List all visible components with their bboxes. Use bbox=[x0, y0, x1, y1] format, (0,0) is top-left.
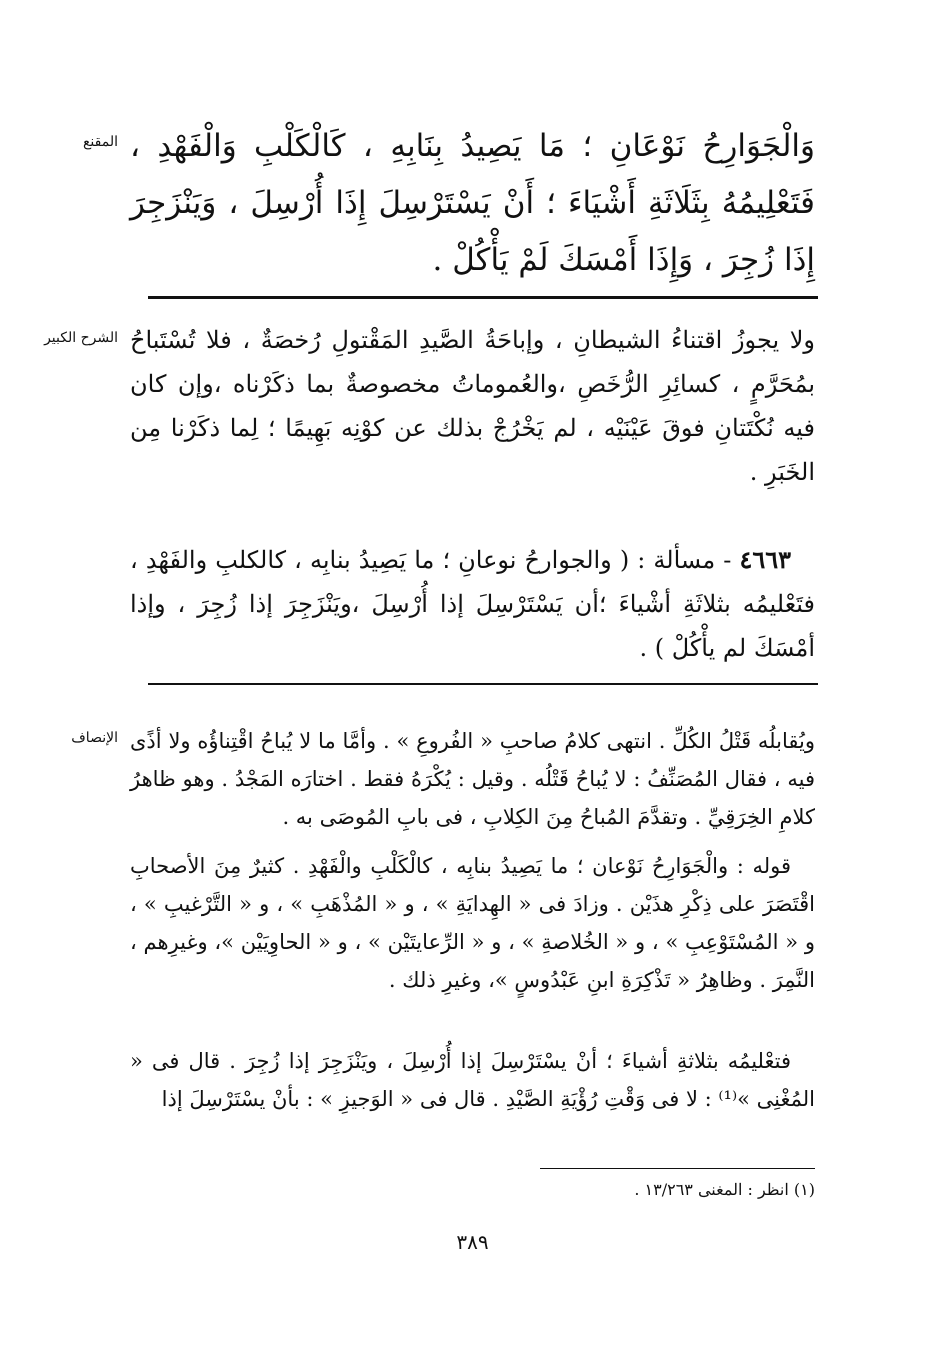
footnote-divider bbox=[540, 1168, 815, 1169]
insaf-paragraph-2: قوله : والْجَوَارِحُ نَوْعان ؛ ما يَصِيدُ بنابِه ، كالْكَلْبِ والْفَهْدِ . كثيرٌ مِنَ الأصحابِ اقْتَصَرَ على ذِكْرِ هذَيْن . وزادَ فى « الهِدايَةِ » ، و « المُذْهَبِ » ، و « التَّرْغيبِ » ، و « المُسْتَوْعِبِ » ، و « الخُلاصةِ » ، و « الرِّعايتَيْن » ، و « الحاوِيَيْن »، وغيرِهم ، النَّمِرَ . وظاهِرُ « تَذْكِرَةِ ابنِ عَبْدُوسٍ »، وغيرِ ذلك . bbox=[130, 854, 815, 992]
masala-paragraph bbox=[130, 538, 815, 670]
divider-after-muqni bbox=[148, 296, 818, 299]
sharh-label: الشرح الكبير bbox=[44, 330, 118, 346]
insaf-paragraph-1: ويُقابلُه قَتْلُ الكُلِّ . انتهى كلامُ صاحبِ « الفُروعِ » . وأمَّا ما لا يُباحُ اقْتِناؤُه ولا أذًى فيه ، فقال المُصَنِّفُ : لا يُباحُ قَتْلُه . وقيل : يُكْرَهُ فقط . اختارَه المَجْدُ . وهو ظاهرُ كلامِ الخِرَقِيِّ . وتقدَّمَ المُباحُ مِنَ الكِلابِ ، فى بابِ المُوصَى به . bbox=[130, 729, 815, 829]
sharh-section bbox=[0, 318, 945, 673]
divider-after-sharh bbox=[148, 683, 818, 685]
muqni-section bbox=[0, 118, 945, 288]
insaf-label: الإنصاف bbox=[71, 730, 118, 746]
page-number: ٣٨٩ bbox=[456, 1230, 489, 1254]
insaf-paragraph-3: فتعْليمُه بثلاثةِ أشياءَ ؛ أنْ يسْتَرْسِلَ إذا أُرْسِلَ ، ويَنْزَجِرَ إذا زُجِرَ . قال فى « المُغْنِى »⁽¹⁾ : لا فى وَقْتِ رُؤْيَةِ الصَّيْدِ . قال فى « الوَجيزِ » : بأنْ يسْتَرْسِلَ إذا bbox=[130, 1049, 815, 1111]
muqni-text: وَالْجَوَارِحُ نَوْعَانِ ؛ مَا يَصِيدُ بِنَابِهِ ، كَالْكَلْبِ وَالْفَهْدِ ، فَتَعْلِيمُهُ بِثَلَاثَةِ أَشْيَاءَ ؛ أَنْ يَسْتَرْسِلَ إِذَا أُرْسِلَ ، وَيَنْزَجِرَ إِذَا زُجِرَ ، وَإِذَا أَمْسَكَ لَمْ يَأْكُلْ . bbox=[130, 128, 815, 278]
muqni-label: المقنع bbox=[82, 134, 118, 150]
footnote: (١) انظر : المغنى ١٣/٢٦٣ . bbox=[634, 1180, 815, 1199]
masala-text: - مسألة : ( والجوارحُ نوعانِ ؛ ما يَصِيدُ بنابِه ، كالكلبِ والفَهْدِ ، فتَعْليمُه بثلاثَةِ أشْياءَ ؛أن يَسْتَرْسِلَ إذا أُرْسِلَ ،ويَنْزَجِرَ إذا زُجِرَ ، وإذا أمْسَكَ لم يأْكُلْ ) . bbox=[130, 546, 815, 662]
masala-number: ٤٦٦٣ bbox=[739, 545, 791, 574]
sharh-paragraph: ولا يجوزُ اقتناءُ الشيطانِ ، وإباحَةُ الصَّيدِ المَقْتولِ رُخصَةٌ ، فلا تُسْتَباحُ بمُحَرَّمٍ ، كسائِرِ الرُّخَصِ ،والعُموماتُ مخصوصةٌ بما ذكَرْناه ،وإن كان فيه نُكْتَتانِ فوقَ عَيْنَيْه ، لم يَخْرُجْ بذلك عن كوْنِه بَهِيمًا ؛ لِما ذكَرْنا مِن الخَبَرِ . bbox=[130, 326, 815, 486]
insaf-section bbox=[0, 722, 945, 1142]
